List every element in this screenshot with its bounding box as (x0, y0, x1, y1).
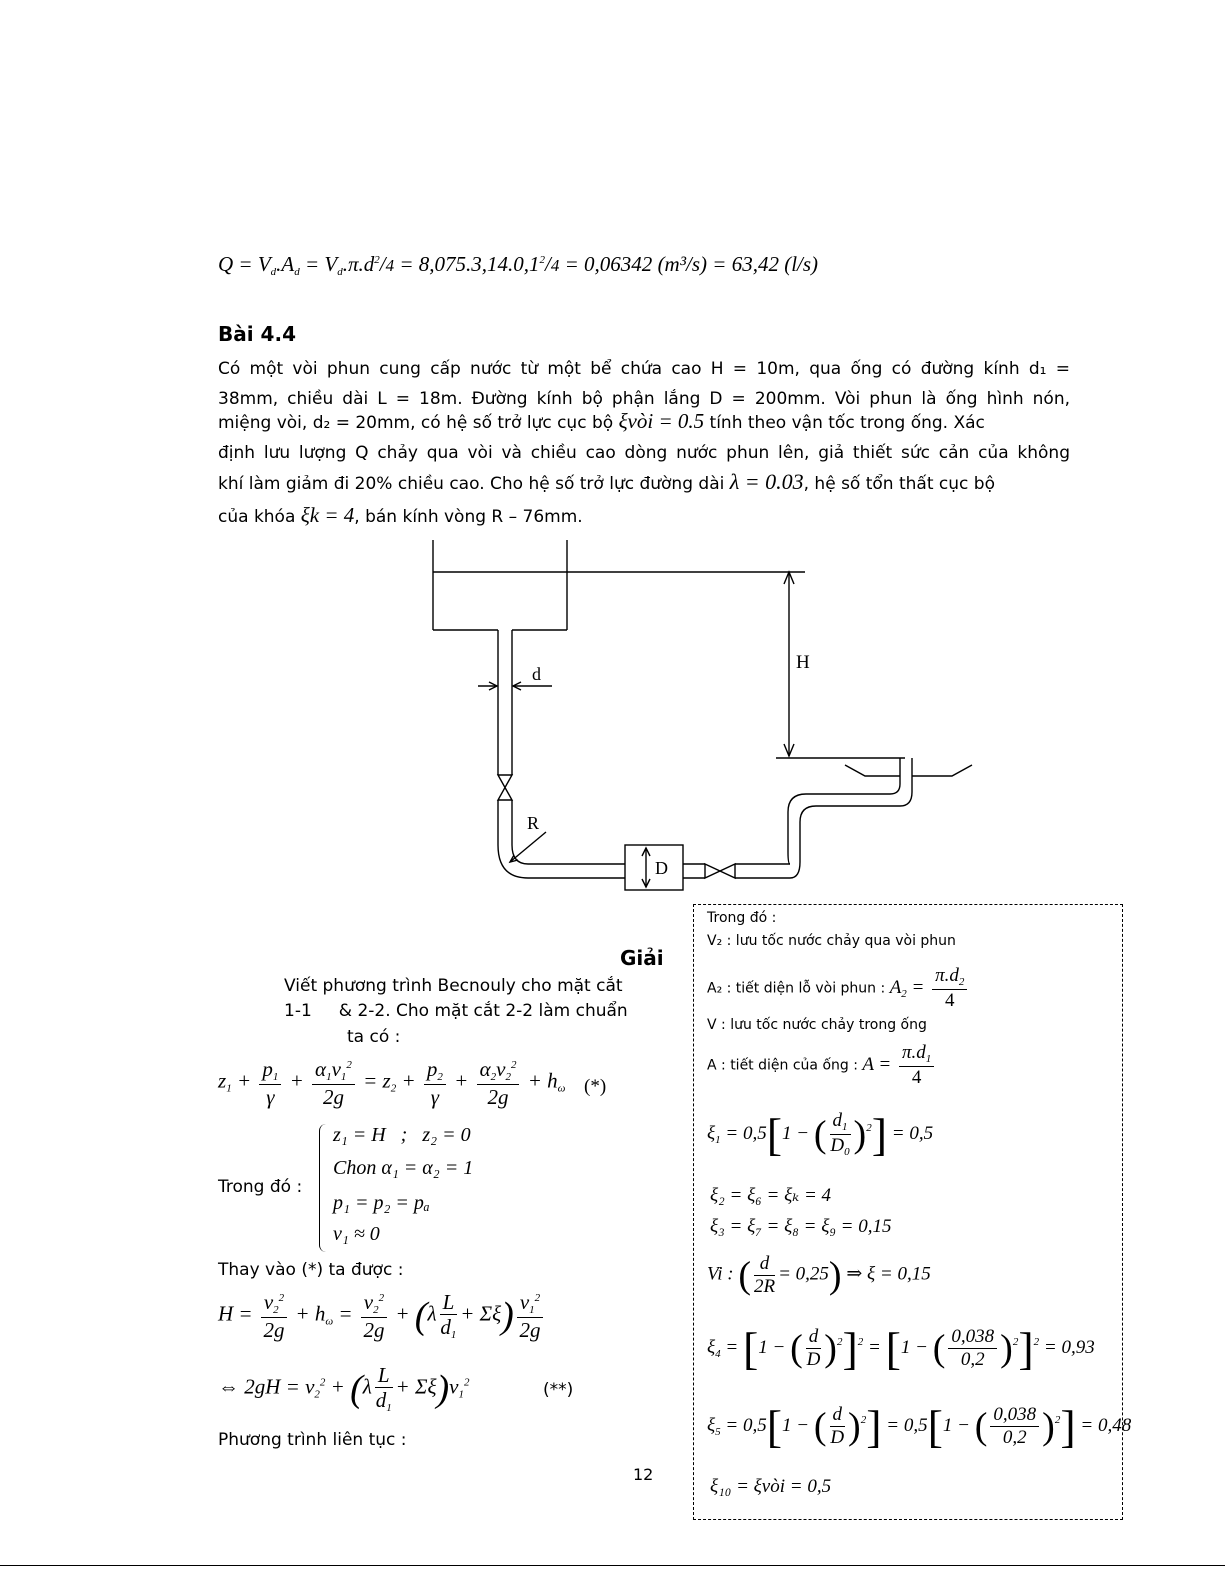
formula-result1: = 0,06342 (564, 252, 653, 276)
solution-intro-1: Viết phương trình Becnouly cho mặt cắt (284, 976, 623, 996)
eq-tag-1: (*) (584, 1076, 607, 1097)
condition-3: p₁ = p₂ = pₐ (333, 1192, 430, 1214)
xi10-line: ξ₁₀ = ξvòi = 0,5 (710, 1476, 832, 1497)
condition-4: v₁ ≈ 0 (333, 1223, 380, 1245)
xi2-line: ξ₂ = ξ₆ = ξₖ = 4 (710, 1185, 832, 1206)
h-equation: H = $\frac{v_2^2}{2g}$ + $h_\omega$ = $\frac{v_2^2}{2g}$ + (λ $\frac{L}{d_1}$ + Σξ) $\frac{v_1^2}{2g}$ (218, 1290, 546, 1342)
side-line-v2: V₂ : lưu tốc nước chảy qua vòi phun (707, 933, 956, 949)
formula-unit2: (l/s) (784, 252, 819, 276)
xi5-formula: $\xi_5 = 0,5[1$ − ( $\frac{d}{D}$ )$^2$] = 0,5[1 − ( $\frac{0,038}{0,2}$ )$^2$] = 0,48 (707, 1401, 1132, 1452)
problem-line-5: khí làm giảm đi 20% chiều cao. Cho hệ số trở lực đường dài λ = 0.03, hệ số tổn thất cục bộ (218, 469, 995, 494)
eq-tag-2: (**) (543, 1380, 574, 1400)
lambda-value: λ = 0.03 (729, 469, 804, 494)
label-H: H (796, 652, 810, 673)
solution-intro-2: 1-1 & 2-2. Cho mặt cắt 2-2 làm chuẩn (284, 1001, 628, 1021)
label-D: D (655, 858, 668, 878)
condition-1: z₁ = H ; z₂ = 0 (333, 1124, 471, 1146)
problem-line-6: của khóa ξk = 4, bán kính vòng R – 76mm. (218, 503, 583, 527)
problem-line-4: định lưu lượng Q chảy qua vòi và chiều cao dòng nước phun lên, giả thiết sức cản của không (218, 443, 1070, 463)
solution-heading: Giải (620, 946, 664, 970)
page-number: 12 (633, 1465, 654, 1484)
continuity-text: Phương trình liên tục : (218, 1430, 407, 1450)
formula-unit1: (m³/s) (657, 252, 708, 276)
condition-brace (319, 1124, 326, 1252)
top-formula: $Q = V_d.A_d = V_d.\pi.d^2/4 = 8,075.3,14.0,1^2/4 = 0,06342$ (m³/s) = 63,42 (l/s) (218, 252, 819, 278)
problem-line-3: miệng vòi, d₂ = 20mm, có hệ số trở lực cục bộ ξvòi = 0.5 tính theo vận tốc trong ống. Xác (218, 409, 985, 433)
formula-result2: = 63,42 (712, 252, 779, 276)
bernoulli-equation: $z_1$ + $\frac{p_1}{\gamma}$ + $\frac{\alpha_1v_1^2}{2g}$ = $z_2$ + $\frac{p_2}{\gamma}$ + $\frac{\alpha_2v_2^2}{2g}$ + $h_\omega$ (218, 1057, 566, 1109)
pipe-diagram (420, 538, 980, 898)
xi3-line: ξ₃ = ξ₇ = ξ₈ = ξ₉ = 0,15 (710, 1216, 892, 1237)
side-line-v: V : lưu tốc nước chảy trong ống (707, 1017, 927, 1033)
side-line-a2: A₂ : tiết diện lỗ vòi phun : $A_2$ = $\frac{\pi.d_2}{4}$ (707, 965, 970, 1011)
xi-voi: ξvòi = 0.5 (618, 409, 705, 433)
side-line-a: A : tiết diện của ống : A = $\frac{\pi.d_1}{4}$ (707, 1042, 937, 1088)
substitute-text: Thay vào (*) ta được : (218, 1260, 404, 1280)
formula-rest: = 8,075.3,14. (399, 252, 514, 276)
side-title: Trong đó : (707, 910, 777, 926)
problem-line-2: 38mm, chiều dài L = 18m. Đường kính bộ phận lắng D = 200mm. Vòi phun là ống hình nón, (218, 389, 1070, 409)
xi4-formula: $\xi_4 = [1$ − ( $\frac{d}{D}$ )$^2$]$^2$ = [1 − ( $\frac{0,038}{0,2}$ )$^2$]$^2$ = 0,93 (707, 1323, 1095, 1374)
section-title: Bài 4.4 (218, 322, 296, 346)
formula-lhs: Q = V (218, 252, 271, 276)
where-label: Trong đó : (218, 1177, 303, 1197)
2gh-equation: ⇔ $2gH = v_2^2 + (\lambda$ $\frac{L}{d_1}$ + $\Sigma\xi)v_1^2$ (218, 1363, 470, 1415)
xi1-formula: $\xi_1 = 0,5[1$ − ( $\frac{d_1}{D_0}$ )$^2$] = 0,5 (707, 1109, 934, 1160)
solution-intro-3: ta có : (347, 1027, 401, 1047)
vi-formula: Vi : ( $\frac{d}{2R}$ = 0,25) ⇒ ξ = 0,15 (707, 1253, 931, 1297)
page-bottom-rule (0, 1565, 1225, 1566)
condition-2: Chon α₁ = α₂ = 1 (333, 1157, 474, 1179)
label-R: R (527, 813, 540, 833)
problem-line-1: Có một vòi phun cung cấp nước từ một bể chứa cao H = 10m, qua ống có đường kính d₁ = (218, 359, 1070, 379)
label-d: d (532, 664, 541, 684)
xi-k: ξk = 4 (300, 503, 355, 527)
